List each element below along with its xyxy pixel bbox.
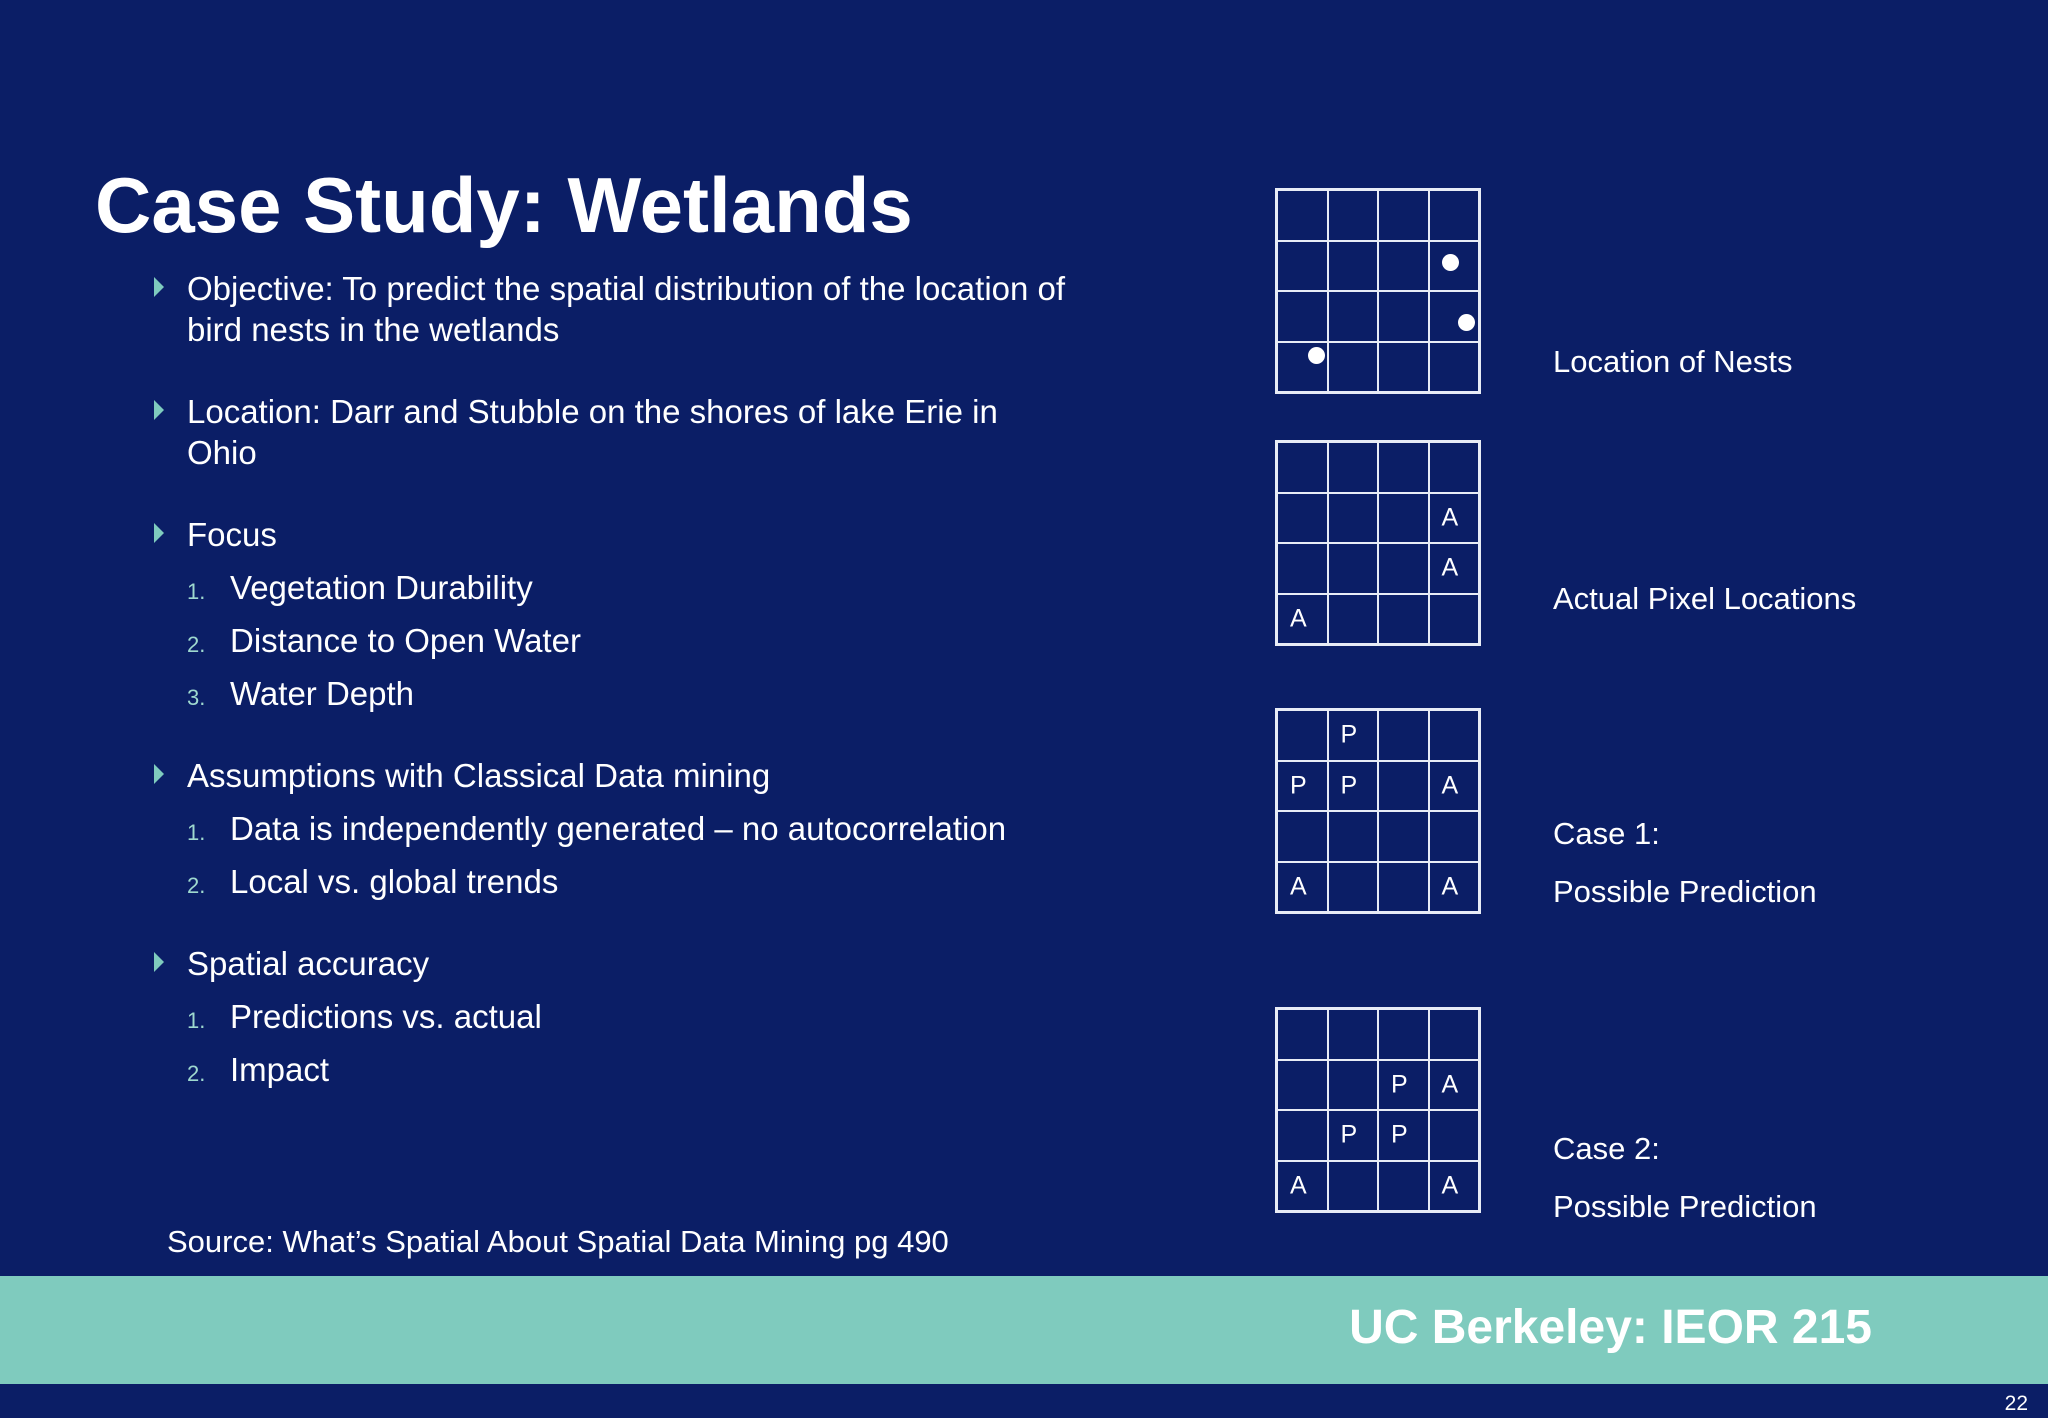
case1-prediction-grid <box>1275 708 1481 914</box>
grid-cell <box>1378 761 1429 812</box>
actual-pixel-grid <box>1275 440 1481 646</box>
caption-actual: Actual Pixel Locations <box>1553 581 1857 616</box>
bullet-arrow-icon <box>154 523 164 543</box>
item-text: Water Depth <box>230 675 415 712</box>
item-text: Vegetation Durability <box>230 569 533 606</box>
grid-cell <box>1277 543 1328 594</box>
grid-cell <box>1429 594 1480 645</box>
caption-case1-line2: Possible Prediction <box>1553 874 1817 909</box>
item-number: 2. <box>187 1061 206 1086</box>
grid-cell <box>1277 1161 1328 1212</box>
bullet-list <box>150 268 1070 1131</box>
cell-label: P <box>1340 1120 1358 1149</box>
grid-cell <box>1277 1060 1328 1111</box>
cell-label: A <box>1441 553 1459 582</box>
cell-label: P <box>1391 1120 1408 1149</box>
nest-location-grid <box>1275 188 1481 394</box>
course-label: UC Berkeley: IEOR 215 <box>1349 1301 1872 1354</box>
grid-cell <box>1429 1060 1480 1111</box>
list-item <box>187 808 1070 849</box>
bullet-text: Location: Darr and Stubble on the shores of lake Erie in Ohio <box>187 393 998 471</box>
grid-cell <box>1429 241 1480 292</box>
grid-cell <box>1328 1161 1379 1212</box>
item-number: 2. <box>187 632 206 657</box>
bullet-assumptions <box>150 755 1070 902</box>
grid-cell <box>1429 710 1480 761</box>
cell-label: P <box>1340 771 1358 800</box>
grid-cell <box>1277 710 1328 761</box>
item-number: 1. <box>187 579 206 604</box>
grid-cell <box>1328 241 1379 292</box>
item-text: Impact <box>230 1051 330 1088</box>
grid-cell <box>1277 811 1328 862</box>
list-item <box>187 996 1070 1037</box>
item-number: 1. <box>187 1008 206 1033</box>
slide-title: Case Study: Wetlands <box>95 161 913 249</box>
grid-cell <box>1378 862 1429 913</box>
grid-cell <box>1328 1009 1379 1060</box>
cell-label: P <box>1290 771 1307 800</box>
bullet-arrow-icon <box>154 764 164 784</box>
grid-cell <box>1378 291 1429 342</box>
grid-cell <box>1277 1110 1328 1161</box>
caption-nests: Location of Nests <box>1553 344 1793 379</box>
bullet-text: Focus <box>187 516 277 553</box>
grid-cell <box>1277 1009 1328 1060</box>
cell-label: A <box>1441 771 1459 800</box>
grid-cell <box>1429 761 1480 812</box>
item-text: Predictions vs. actual <box>230 998 542 1035</box>
bullet-arrow-icon <box>154 277 164 297</box>
grid-cell <box>1328 1060 1379 1111</box>
list-item <box>187 567 1070 608</box>
grid-cell <box>1429 442 1480 493</box>
grid-cell <box>1328 291 1379 342</box>
grid-cell <box>1429 543 1480 594</box>
cell-label: P <box>1391 1070 1408 1099</box>
grid-cell <box>1378 594 1429 645</box>
item-text: Data is independently generated – no autocorrelation <box>230 810 1007 847</box>
case2-prediction-grid <box>1275 1007 1481 1213</box>
list-item <box>187 673 1070 714</box>
grid-cell <box>1378 241 1429 292</box>
cell-label: A <box>1441 872 1459 901</box>
grid-cell <box>1429 811 1480 862</box>
grid-cell <box>1429 1009 1480 1060</box>
grid-cell <box>1378 710 1429 761</box>
item-number: 1. <box>187 820 206 845</box>
grid-cell <box>1378 1009 1429 1060</box>
grid-cell <box>1328 493 1379 544</box>
grid-cell <box>1277 442 1328 493</box>
bullet-focus <box>150 514 1070 714</box>
nest-dot-icon <box>1308 347 1325 364</box>
grid-cell <box>1429 291 1480 342</box>
grid-cell <box>1378 442 1429 493</box>
bullet-arrow-icon <box>154 400 164 420</box>
grid-cell <box>1429 493 1480 544</box>
caption-case1-line1: Case 1: <box>1553 816 1660 851</box>
nest-dot-icon <box>1442 254 1459 271</box>
item-text: Distance to Open Water <box>230 622 581 659</box>
cell-label: A <box>1290 604 1307 633</box>
grid-cell <box>1328 710 1379 761</box>
grid-cell <box>1328 761 1379 812</box>
grid-cell <box>1328 190 1379 241</box>
grid-cell <box>1277 594 1328 645</box>
grid-cell <box>1429 342 1480 393</box>
source-citation: Source: What’s Spatial About Spatial Data Mining pg 490 <box>167 1224 949 1259</box>
grid-cell <box>1378 1060 1429 1111</box>
grid-cell <box>1429 862 1480 913</box>
item-text: Local vs. global trends <box>230 863 559 900</box>
grid-cell <box>1328 811 1379 862</box>
list-item <box>187 861 1070 902</box>
grid-cell <box>1429 1161 1480 1212</box>
spatial-sublist <box>187 996 1070 1090</box>
bullet-text: Assumptions with Classical Data mining <box>187 757 771 794</box>
caption-case2-line2: Possible Prediction <box>1553 1189 1817 1224</box>
item-number: 2. <box>187 873 206 898</box>
assumptions-sublist <box>187 808 1070 902</box>
page-number: 22 <box>2004 1392 2028 1415</box>
grid-cell <box>1328 543 1379 594</box>
footer-band <box>0 1276 2048 1384</box>
grid-cell <box>1378 1110 1429 1161</box>
cell-label: P <box>1340 720 1358 749</box>
bullet-location <box>150 391 1070 473</box>
grid-cell <box>1378 543 1429 594</box>
grid-cell <box>1328 442 1379 493</box>
cell-label: A <box>1290 872 1307 901</box>
item-number: 3. <box>187 685 206 710</box>
grid-cell <box>1277 493 1328 544</box>
grid-cell <box>1378 1161 1429 1212</box>
focus-sublist <box>187 567 1070 714</box>
grid-cell <box>1429 1110 1480 1161</box>
bullet-text: Objective: To predict the spatial distribution of the location of bird nests in the wetlands <box>187 270 1066 348</box>
bullet-arrow-icon <box>154 952 164 972</box>
bullet-objective <box>150 268 1070 350</box>
grid-cell <box>1378 190 1429 241</box>
list-item <box>187 620 1070 661</box>
grid-cell <box>1328 594 1379 645</box>
caption-case2-line1: Case 2: <box>1553 1131 1660 1166</box>
cell-label: A <box>1441 1070 1459 1099</box>
grid-cell <box>1277 342 1328 393</box>
cell-label: A <box>1441 1171 1459 1200</box>
cell-label: A <box>1441 503 1459 532</box>
grid-cell <box>1328 862 1379 913</box>
bullet-text: Spatial accuracy <box>187 945 430 982</box>
grid-cell <box>1328 342 1379 393</box>
grid-cell <box>1277 291 1328 342</box>
cell-label: A <box>1290 1171 1307 1200</box>
nest-dot-icon <box>1458 314 1475 331</box>
grid-cell <box>1378 342 1429 393</box>
grid-cell <box>1277 190 1328 241</box>
grid-cell <box>1277 862 1328 913</box>
bullet-spatial-accuracy <box>150 943 1070 1090</box>
list-item <box>187 1049 1070 1090</box>
grid-cell <box>1328 1110 1379 1161</box>
grid-cell <box>1277 241 1328 292</box>
grid-cell <box>1378 811 1429 862</box>
grid-cell <box>1378 493 1429 544</box>
grid-cell <box>1277 761 1328 812</box>
grid-cell <box>1429 190 1480 241</box>
